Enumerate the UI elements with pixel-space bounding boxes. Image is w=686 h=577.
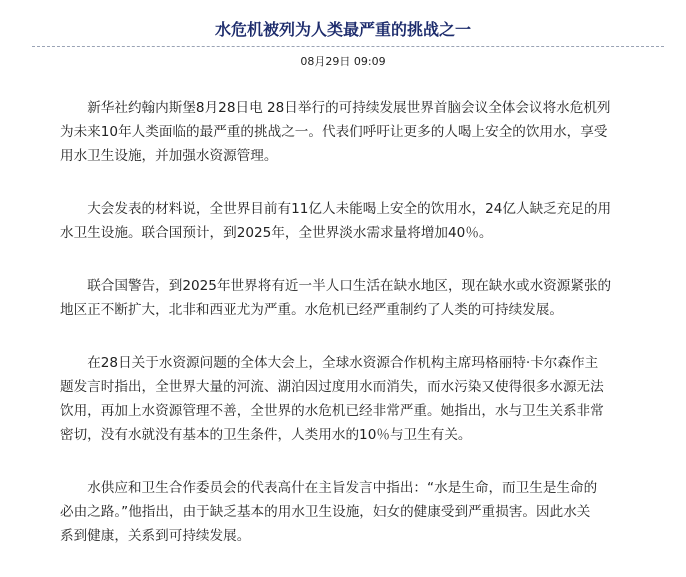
paragraph-line: 饮用，再加上水资源管理不善，全世界的水危机已经非常严重。她指出，水与卫生关系非常 <box>60 403 604 419</box>
paragraph-line: 新华社约翰内斯堡8月28日电 28日举行的可持续发展世界首脑会议全体会议将水危机列 <box>87 100 611 116</box>
article-paragraph <box>60 351 660 447</box>
article-paragraph <box>60 96 660 168</box>
paragraph-line: 必由之路。”他指出，由于缺乏基本的用水卫生设施，妇女的健康受到严重损害。因此水关 <box>60 504 591 520</box>
article-paragraph <box>60 476 660 548</box>
paragraph-line: 用水卫生设施，并加强水资源管理。 <box>60 148 278 164</box>
paragraph-line: 在28日关于水资源问题的全体大会上，全球水资源合作机构主席玛格丽特·卡尔森作主 <box>87 355 599 371</box>
title-divider <box>32 46 664 47</box>
paragraph-line: 为未来10年人类面临的最严重的挑战之一。代表们呼吁让更多的人喝上安全的饮用水，享受 <box>60 124 608 140</box>
paragraph-line: 密切，没有水就没有基本的卫生条件，人类用水的10％与卫生有关。 <box>60 427 472 443</box>
paragraph-line: 地区正不断扩大，北非和西亚尤为严重。水危机已经严重制约了人类的可持续发展。 <box>60 302 563 318</box>
article-paragraph <box>60 274 660 322</box>
paragraph-line: 联合国警告，到2025年世界将有近一半人口生活在缺水地区，现在缺水或水资源紧张的 <box>87 278 612 294</box>
article-body <box>60 96 660 577</box>
paragraph-line: 题发言时指出，全世界大量的河流、湖泊因过度用水而消失，而水污染又使得很多水源无法 <box>60 379 604 395</box>
article-dateline: 08月29日 09:09 <box>300 55 386 68</box>
paragraph-line: 水卫生设施。联合国预计，到2025年，全世界淡水需求量将增加40％。 <box>60 225 493 241</box>
article-paragraph <box>60 197 660 245</box>
paragraph-line: 系到健康，关系到可持续发展。 <box>60 528 251 544</box>
article-title: 水危机被列为人类最严重的挑战之一 <box>214 20 471 39</box>
paragraph-line: 水供应和卫生合作委员会的代表高什在主旨发言中指出：“水是生命，而卫生是生命的 <box>87 480 598 496</box>
paragraph-line: 大会发表的材料说，全世界目前有11亿人未能喝上安全的饮用水，24亿人缺乏充足的用 <box>87 201 612 217</box>
